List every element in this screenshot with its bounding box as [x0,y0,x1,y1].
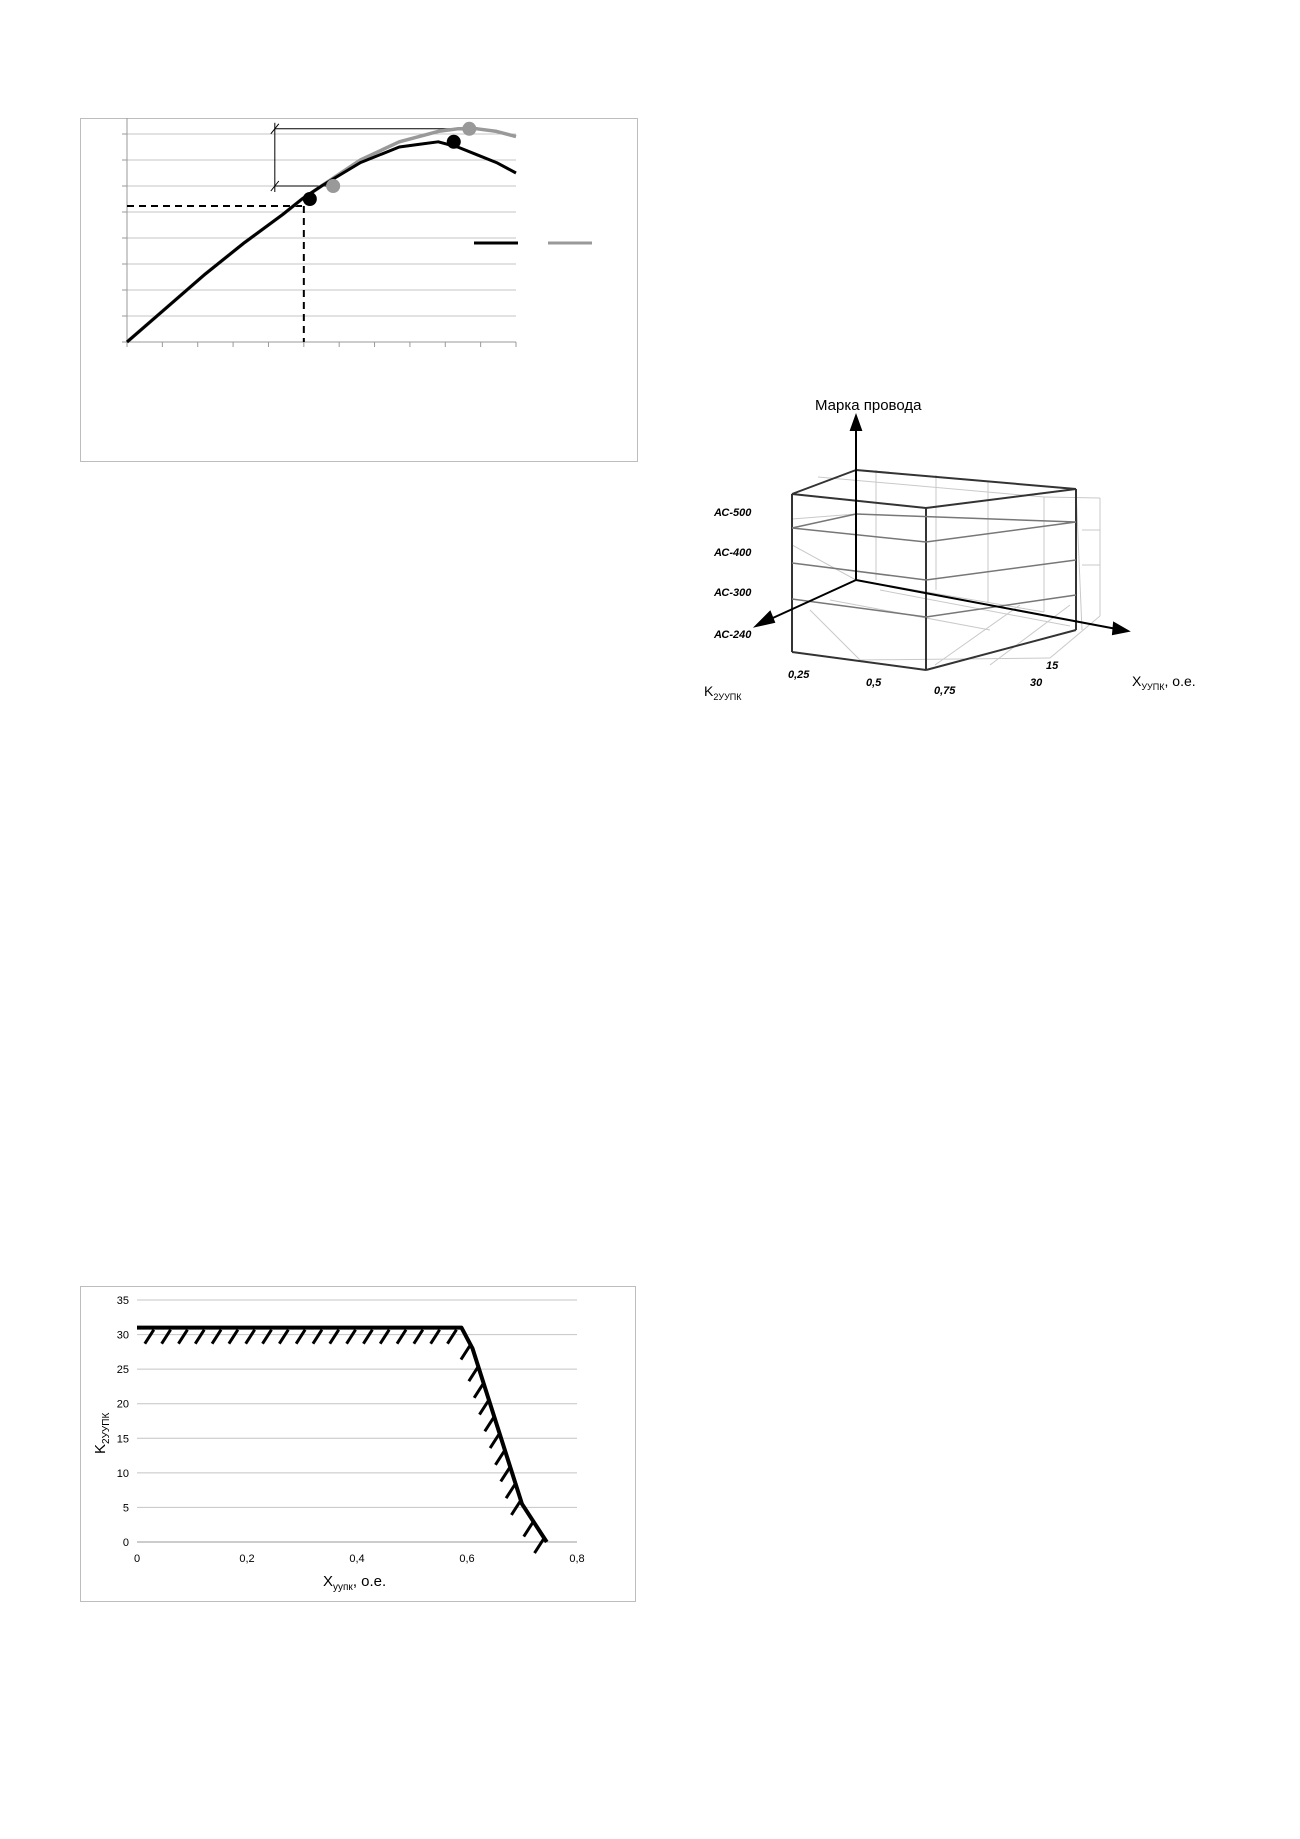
chart-3-svg [80,1286,636,1602]
chart-3-hatch-mark [511,1501,520,1515]
chart-3-hatch-mark [347,1330,356,1344]
chart-1-series-line [127,129,516,342]
chart-1-point-marker [303,192,317,206]
chart-2-ztick: АС-500 [714,507,752,519]
chart-2-side-tick: 30 [1030,677,1043,689]
chart-3-hatch-mark [447,1330,456,1344]
chart-3-hatch-mark [229,1330,238,1344]
chart-3-hatch-mark [162,1330,171,1344]
chart-3-hatch-mark [145,1330,154,1344]
chart-1-svg [80,118,638,462]
chart-1-point-marker [462,122,476,136]
chart-3-hatch-mark [414,1330,423,1344]
chart-3-hatch-mark [279,1330,288,1344]
chart-1-series-line [127,142,516,342]
chart-3-hatch-mark [380,1330,389,1344]
chart-3-y-tick-label: 25 [116,1364,129,1377]
chart-3-y-tick-label: 0 [122,1537,129,1549]
chart-3-hatch-mark [535,1539,544,1553]
chart-3-x-tick-label: 0,2 [239,1553,255,1565]
chart-3-hatch-mark [431,1330,440,1344]
chart-3-y-tick-label: 5 [122,1502,129,1515]
chart-2-x-label: $X_{УУПК}$, о.е. [1132,673,1196,692]
chart-2-levels [792,514,1076,617]
chart-3-hatch-mark [313,1330,322,1344]
chart-3-y-tick-label: 35 [116,1295,129,1307]
chart-1-point-marker [447,135,461,149]
chart-3-y-tick-label: 30 [116,1329,129,1342]
chart-2-front-tick: 0,5 [866,677,882,689]
chart-3-x-tick-label: 0 [133,1553,141,1565]
chart-2-y-label: $K_{2УУПК}$ [704,683,742,702]
chart-3-y-tick-label: 20 [116,1398,129,1411]
chart-2-ztick: АС-400 [714,547,752,559]
chart-3-hatch-mark [506,1484,515,1498]
chart-3-hatch-mark [397,1330,406,1344]
chart-2-svg [690,390,1210,750]
chart-3-x-label: $X_{уупк}$, о.е. [323,1573,387,1593]
chart-3-hatch-mark [263,1330,272,1344]
chart-1-annotations [127,123,469,342]
chart-3-hatch-mark [495,1451,504,1465]
chart-3-hatch-mark [363,1330,372,1344]
chart-3-hatch-mark [212,1330,221,1344]
chart-3-hatch-mark [479,1401,488,1415]
chart-3-hatch-mark [501,1467,510,1481]
chart-3-hatch-mark [330,1330,339,1344]
chart-3-hatch-mark [490,1434,499,1448]
chart-2-ztick: АС-240 [714,629,752,641]
chart-3-y-tick-label: 15 [116,1433,129,1446]
chart-3-hatch-mark [296,1330,305,1344]
chart-3-hatch-mark [485,1417,494,1431]
chart-2-z-label: Марка провода [815,397,922,414]
chart-3-hatch-mark [524,1523,533,1537]
chart-2-side-tick: 15 [1046,660,1059,672]
chart-2-ztick: АС-300 [714,587,752,599]
chart-2-box [792,470,1076,670]
chart-3-hatch-mark [246,1330,255,1344]
chart-2-front-tick: 0,25 [788,669,810,681]
chart-3-hatch-mark [474,1384,483,1398]
chart-3-hatch-mark [461,1346,470,1360]
chart-3-hatch-mark [195,1330,204,1344]
chart-3-x-tick-label: 0,8 [569,1553,585,1565]
chart-1-point-marker [326,179,340,193]
chart-3-series-line [137,1328,547,1542]
chart-3-y-tick-label: 10 [116,1467,129,1480]
chart-2-front-tick: 0,75 [934,685,956,697]
chart-3-hatch-mark [178,1330,187,1344]
chart-3-y-label: $K_{2УУПК}$ [92,1412,112,1454]
chart-3-x-tick-label: 0,6 [459,1553,475,1565]
chart-3-x-tick-label: 0,4 [349,1553,365,1565]
